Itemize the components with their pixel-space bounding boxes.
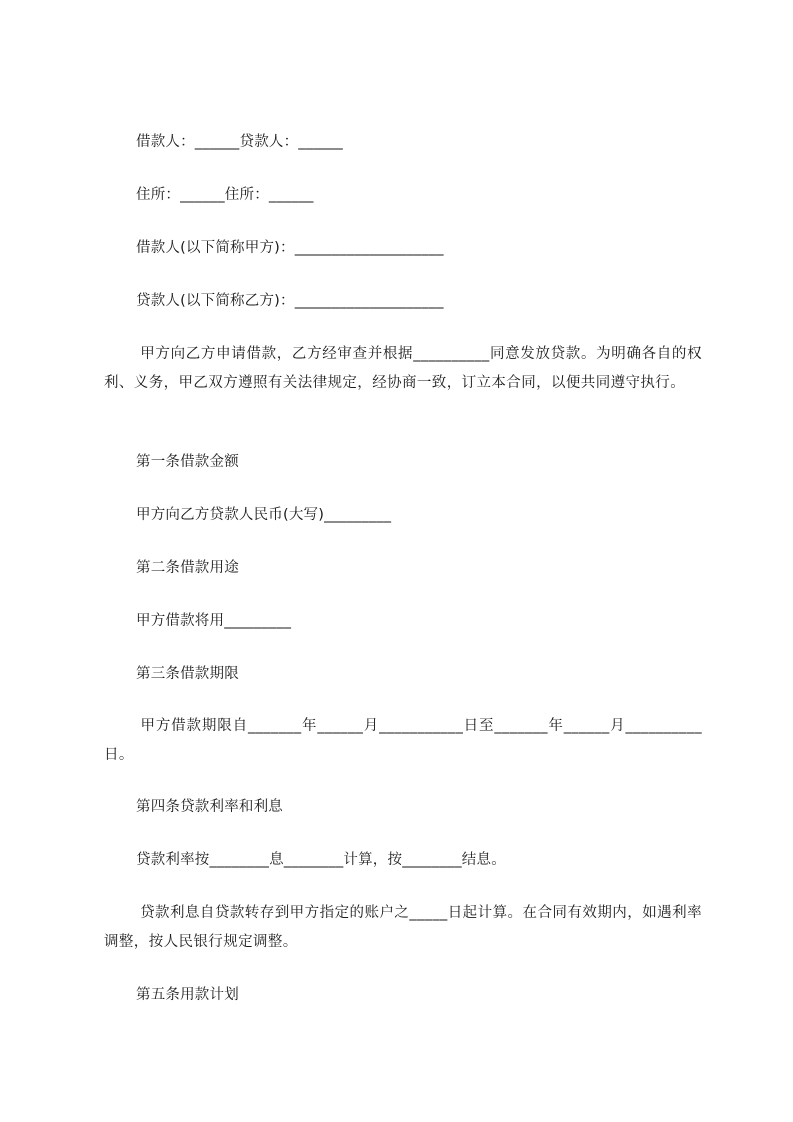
- intro-paragraph-text: 甲方向乙方申请借款，乙方经审查并根据__________同意发放贷款。为明确各自的权利、义务，甲乙双方遵照有关法律规定，经协商一致，订立本合同，以便共同遵守执行。: [104, 346, 702, 391]
- article-3-body: [104, 712, 702, 770]
- article-4-body: 贷款利率按________息________计算，按________结息。: [136, 852, 506, 868]
- article-1-body: 甲方向乙方贷款人民币(大写)_________: [136, 507, 392, 523]
- article-2-title: 第二条借款用途: [136, 560, 239, 576]
- intro-paragraph: [104, 340, 702, 398]
- article-1-title: 第一条借款金额: [136, 454, 239, 470]
- article-3-body-text: 甲方借款期限自_______年______月___________日至_______年______月__________日。: [104, 718, 702, 763]
- interest-paragraph-text: 贷款利息自贷款转存到甲方指定的账户之_____日起计算。在合同有效期内，如遇利率调整，按人民银行规定调整。: [104, 905, 702, 950]
- article-3-title: 第三条借款期限: [136, 666, 239, 682]
- address-line: 住所：______住所：______: [136, 187, 314, 203]
- party-b-line: 贷款人(以下简称乙方)：____________________: [136, 293, 444, 309]
- article-4-title: 第四条贷款利率和利息: [136, 799, 283, 815]
- article-5-title: 第五条用款计划: [136, 987, 239, 1003]
- article-2-body: 甲方借款将用_________: [136, 613, 292, 629]
- interest-paragraph: [104, 899, 702, 957]
- borrower-lender-line: 借款人：______贷款人：______: [136, 134, 343, 150]
- party-a-line: 借款人(以下简称甲方)：____________________: [136, 240, 444, 256]
